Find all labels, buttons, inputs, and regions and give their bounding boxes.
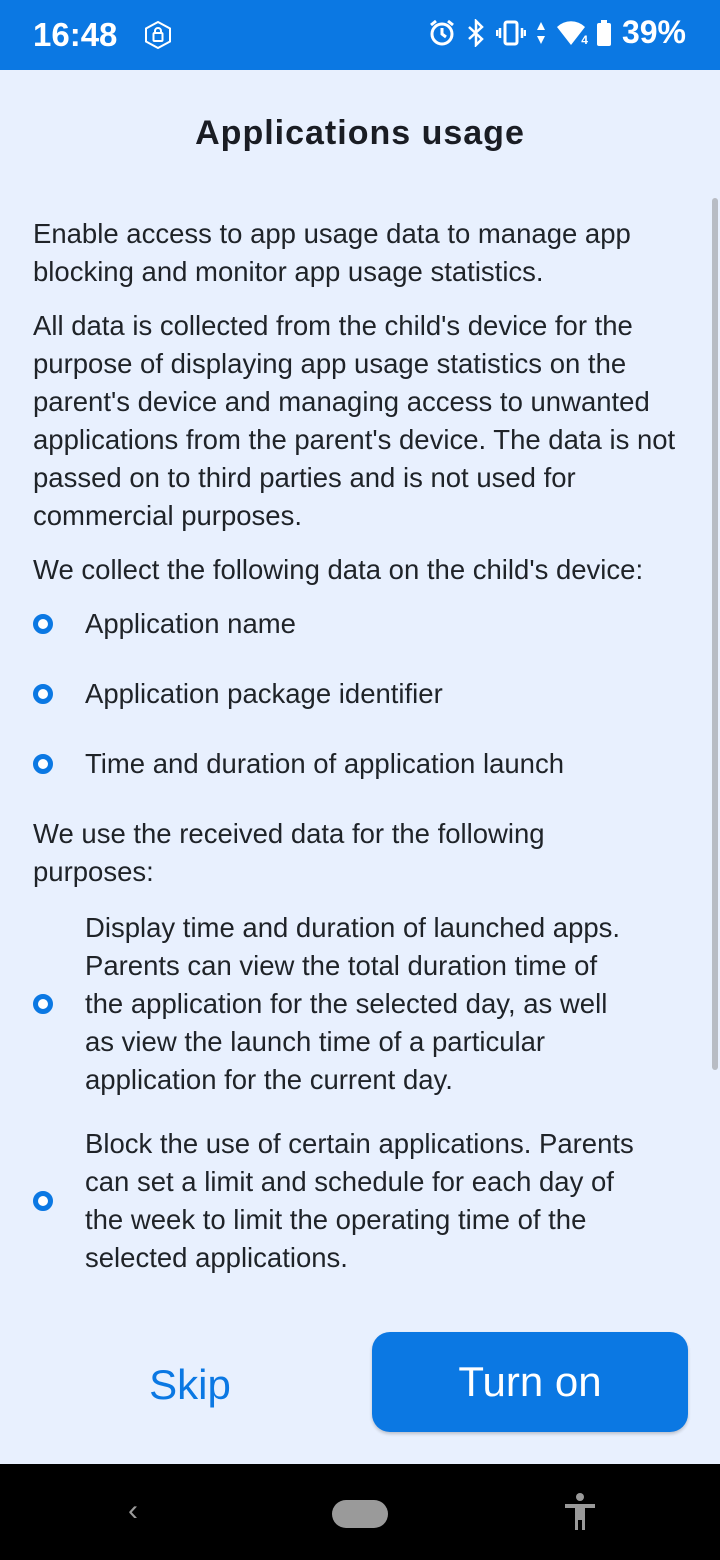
vpn-lock-icon <box>144 21 172 49</box>
battery-percent: 39% <box>621 14 686 50</box>
skip-button[interactable]: Skip <box>90 1340 290 1430</box>
list-item: Application name <box>33 589 693 659</box>
purpose-heading: We use the received data for the following purposes: <box>33 818 545 887</box>
list-item: Display time and duration of launched apps. Parents can view the total duration time of the application for the selected day, as well as view the launch time of a particular application for the current day. <box>33 909 633 1099</box>
status-bar <box>0 0 720 70</box>
bluetooth-icon <box>466 19 486 47</box>
status-time: 16:48 <box>33 16 118 53</box>
list-item: Block the use of certain applications. Parents can set a limit and schedule for each day of the week to limit the operating time of the selected applications. <box>33 1125 653 1277</box>
intro-text: Enable access to app usage data to manage app blocking and monitor app usage statistics. <box>33 218 631 287</box>
policy-text: All data is collected from the child's device for the purpose of displaying app usage statistics on the parent's device and managing access to unwanted applications from the parent's device. The data is not passed on to third parties and is not used for commercial purposes. <box>33 310 676 531</box>
page-title: Applications usage <box>195 114 525 152</box>
list-item: Time and duration of application launch <box>33 729 693 799</box>
turn-on-button[interactable]: Turn on <box>372 1332 688 1432</box>
accessibility-icon[interactable] <box>563 1492 597 1532</box>
bullet-icon <box>33 684 53 704</box>
back-icon[interactable]: ‹ <box>128 1494 138 1527</box>
list-item: Application package identifier <box>33 659 693 729</box>
bullet-icon <box>33 1191 53 1211</box>
wifi-icon: 4 <box>556 19 586 47</box>
bullet-icon <box>33 614 53 634</box>
consent-text <box>33 215 693 1303</box>
vibrate-icon <box>496 19 526 47</box>
alarm-icon <box>428 19 456 47</box>
bullet-icon <box>33 994 53 1014</box>
navigation-bar <box>0 1464 720 1560</box>
scrollbar[interactable] <box>712 198 718 1070</box>
data-arrows-icon <box>536 19 546 47</box>
battery-icon <box>596 19 612 47</box>
bullet-icon <box>33 754 53 774</box>
collect-heading: We collect the following data on the child's device: <box>33 554 644 585</box>
home-handle[interactable] <box>332 1500 388 1528</box>
